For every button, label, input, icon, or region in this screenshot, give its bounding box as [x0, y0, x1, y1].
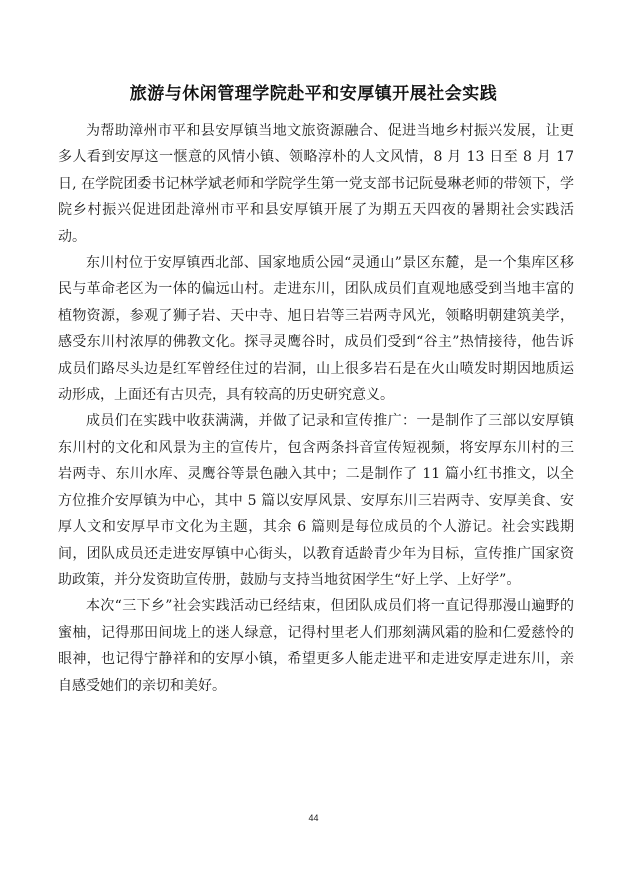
page-number: 44 [308, 813, 319, 823]
paragraph-conclusion: 本次“三下乡”社会实践活动已经结束，但团队成员们将一直记得那漫山遍野的蜜柚，记得那田间垅上的迷人绿意，记得村里老人们那刻满风霜的脸和仁爱慈怜的眼神，也记得宁静祥和的安厚小镇，希望更多人能走进平和走进安厚走进东川，亲自感受她们的亲切和美好。 [58, 598, 574, 694]
document-title: 旅游与休闲管理学院赴平和安厚镇开展社会实践 [129, 84, 498, 104]
paragraph-intro: 为帮助漳州市平和县安厚镇当地文旅资源融合、促进当地乡村振兴发展，让更多人看到安厚这一惬意的风情小镇、领略淳朴的人文风情，8 月 13 日至 8 月 17 日, 在学院团委书记林学斌老师和学院学生第一党支部书记阮曼琳老师的带领下，学院乡村振兴促进团赴漳州市平和县安厚镇开展了为期五天四夜的暑期社会实践活动。 [58, 123, 574, 245]
paragraph-achievements: 成员们在实践中收获满满，并做了记录和宣传推广：一是制作了三部以安厚镇东川村的文化和风景为主的宣传片，包含两条抖音宣传短视频，将安厚东川村的三岩两寺、东川水库、灵鹰谷等景色融入其中；二是制作了 11 篇小红书推文，以全方位推介安厚镇为中心，其中 5 篇以安厚风景、安厚东川三岩两寺、安厚美食、安厚人文和安厚早市文化为主题，其余 6 篇则是每位成员的个人游记。社会实践期间，团队成员还走进安厚镇中心街头，以教育适龄青少年为目标，宣传推广国家资助政策，并分发资助宣传册，鼓励与支持当地贫困学生“好上学、上好学”。 [58, 413, 574, 588]
paragraph-dongchuan-village: 东川村位于安厚镇西北部、国家地质公园“灵通山”景区东麓，是一个集库区移民与革命老区为一体的偏远山村。走进东川，团队成员们直观地感受到当地丰富的植物资源，参观了狮子岩、天中寺、旭日岩等三岩两寺风光，领略明朝建筑美学，感受东川村浓厚的佛教文化。探寻灵鹰谷时，成员们受到“谷主”热情接待，他告诉成员们路尽头边是红军曾经住过的岩洞，山上很多岩石是在火山喷发时期因地质运动形成，上面还有古贝壳，具有较高的历史研究意义。 [58, 255, 574, 404]
document-body [58, 118, 574, 699]
